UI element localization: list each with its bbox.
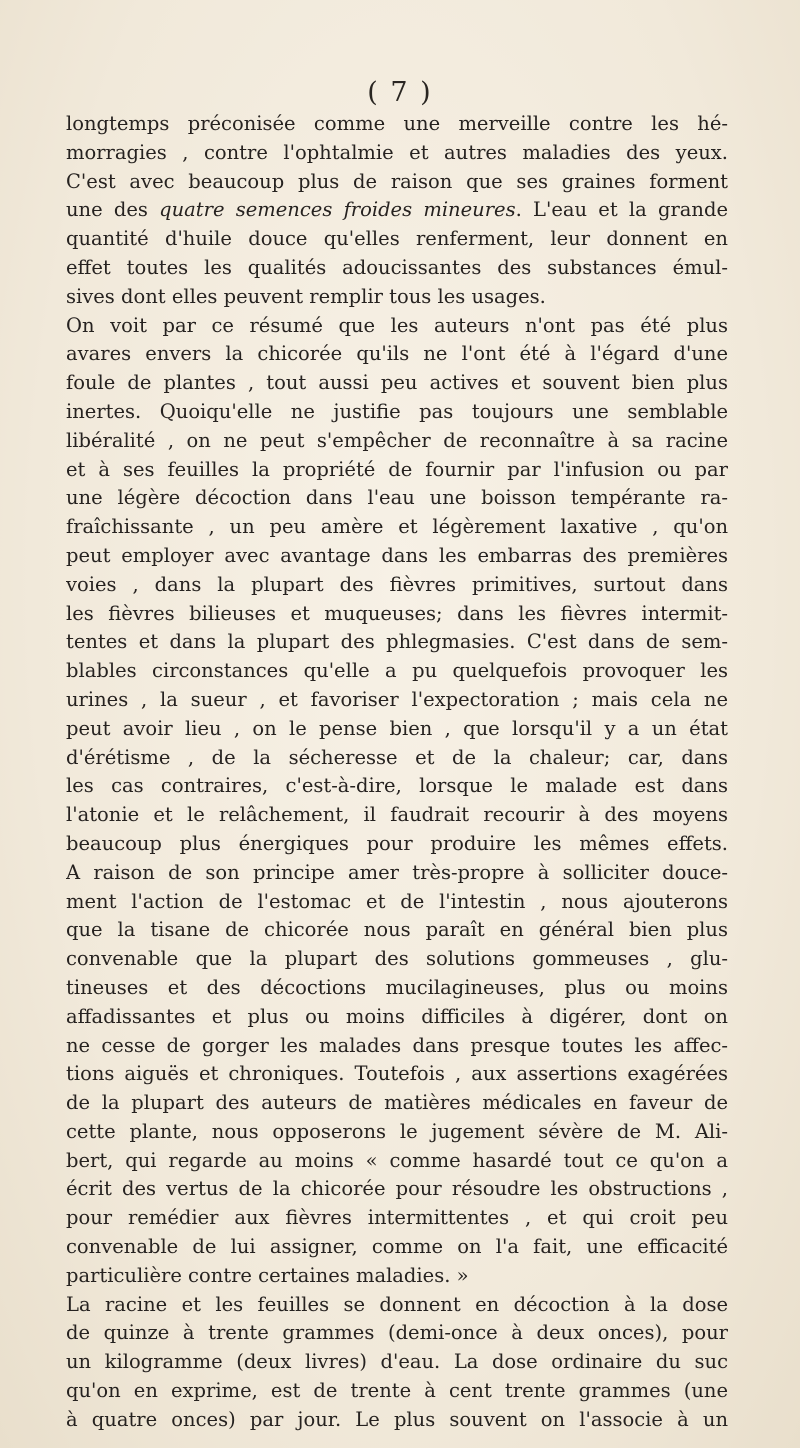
text-line: foule de plantes , tout aussi peu actives et souvent bien plus — [66, 371, 728, 395]
text-line: particulière contre certaines maladies. » — [66, 1263, 469, 1287]
text-line — [66, 196, 728, 225]
text-line: de quinze à trente grammes (demi-once à deux onces), pour — [66, 1321, 728, 1345]
text-line: voies , dans la plupart des fièvres primitives, surtout dans — [66, 572, 728, 596]
text-line: libéralité , on ne peut s'empêcher de reconnaître à sa racine — [66, 428, 728, 452]
text-line: morragies , contre l'ophtalmie et autres maladies des yeux. — [66, 140, 728, 164]
text-line: d'érétisme , de la sécheresse et de la chaleur; car, dans — [66, 745, 728, 769]
text-line: quantité d'huile douce qu'elles renferment, leur donnent en — [66, 227, 728, 251]
text-line: les cas contraires, c'est-à-dire, lorsque le malade est dans — [66, 774, 728, 798]
text-line: blables circonstances qu'elle a pu quelquefois provoquer les — [66, 659, 728, 683]
text-line: cette plante, nous opposerons le jugement sévère de M. Ali- — [66, 1119, 728, 1143]
body-text — [66, 110, 728, 1435]
text-line: On voit par ce résumé que les auteurs n'ont pas été plus — [66, 313, 728, 337]
text-line: sives dont elles peuvent remplir tous les usages. — [66, 284, 546, 308]
text-line: La racine et les feuilles se donnent en décoction à la dose — [66, 1292, 728, 1316]
text-segment: une des — [66, 198, 160, 222]
text-line: l'atonie et le relâchement, il faudrait recourir à des moyens — [66, 803, 728, 827]
text-line: tions aiguës et chroniques. Toutefois , aux assertions exagérées — [66, 1062, 728, 1086]
text-line: beaucoup plus énergiques pour produire les mêmes effets. — [66, 831, 728, 855]
text-line: à quatre onces) par jour. Le plus souvent on l'associe à un — [66, 1407, 728, 1431]
text-line: effet toutes les qualités adoucissantes des substances émul- — [66, 255, 728, 279]
text-line: inertes. Quoiqu'elle ne justifie pas toujours une semblable — [66, 399, 728, 423]
text-line: tentes et dans la plupart des phlegmasies. C'est dans de sem- — [66, 630, 728, 654]
text-line: fraîchissante , un peu amère et légèrement laxative , qu'on — [66, 515, 728, 539]
text-line: de la plupart des auteurs de matières médicales en faveur de — [66, 1091, 728, 1115]
text-line: bert, qui regarde au moins « comme hasardé tout ce qu'on a — [66, 1148, 728, 1172]
text-line: ment l'action de l'estomac et de l'intestin , nous ajouterons — [66, 889, 728, 913]
text-line: peut avoir lieu , on le pense bien , que lorsqu'il y a un état — [66, 716, 728, 740]
text-line: avares envers la chicorée qu'ils ne l'ont été à l'égard d'une — [66, 342, 728, 366]
text-line: A raison de son principe amer très-propre à solliciter douce- — [66, 860, 728, 884]
text-line: C'est avec beaucoup plus de raison que ses graines forment — [66, 169, 728, 193]
text-line: pour remédier aux fièvres intermittentes , et qui croit peu — [66, 1206, 728, 1230]
text-line: un kilogramme (deux livres) d'eau. La dose ordinaire du suc — [66, 1350, 728, 1374]
text-line: écrit des vertus de la chicorée pour résoudre les obstructions , — [66, 1177, 728, 1201]
text-line: urines , la sueur , et favoriser l'expectoration ; mais cela ne — [66, 687, 728, 711]
text-line: longtemps préconisée comme une merveille contre les hé- — [66, 112, 728, 135]
text-line: convenable que la plupart des solutions gommeuses , glu- — [66, 947, 728, 971]
text-line: qu'on en exprime, est de trente à cent trente grammes (une — [66, 1379, 728, 1403]
text-line: peut employer avec avantage dans les embarras des premières — [66, 543, 728, 567]
page-number: ( 7 ) — [367, 77, 433, 108]
text-line: et à ses feuilles la propriété de fournir par l'infusion ou par — [66, 457, 728, 481]
text-line: les fièvres bilieuses et muqueuses; dans les fièvres intermit- — [66, 601, 728, 625]
text-line: affadissantes et plus ou moins difficiles à digérer, dont on — [66, 1004, 728, 1028]
text-line: convenable de lui assigner, comme on l'a fait, une efficacité — [66, 1235, 728, 1259]
text-line: ne cesse de gorger les malades dans presque toutes les affec- — [66, 1033, 728, 1057]
text-line: tineuses et des décoctions mucilagineuses, plus ou moins — [66, 975, 728, 999]
text-segment: . L'eau et la grande — [515, 198, 728, 222]
text-line: que la tisane de chicorée nous paraît en général bien plus — [66, 918, 728, 942]
italic-phrase: quatre semences froides mineures — [159, 198, 516, 222]
text-line: une légère décoction dans l'eau une boisson tempérante ra- — [66, 486, 728, 510]
